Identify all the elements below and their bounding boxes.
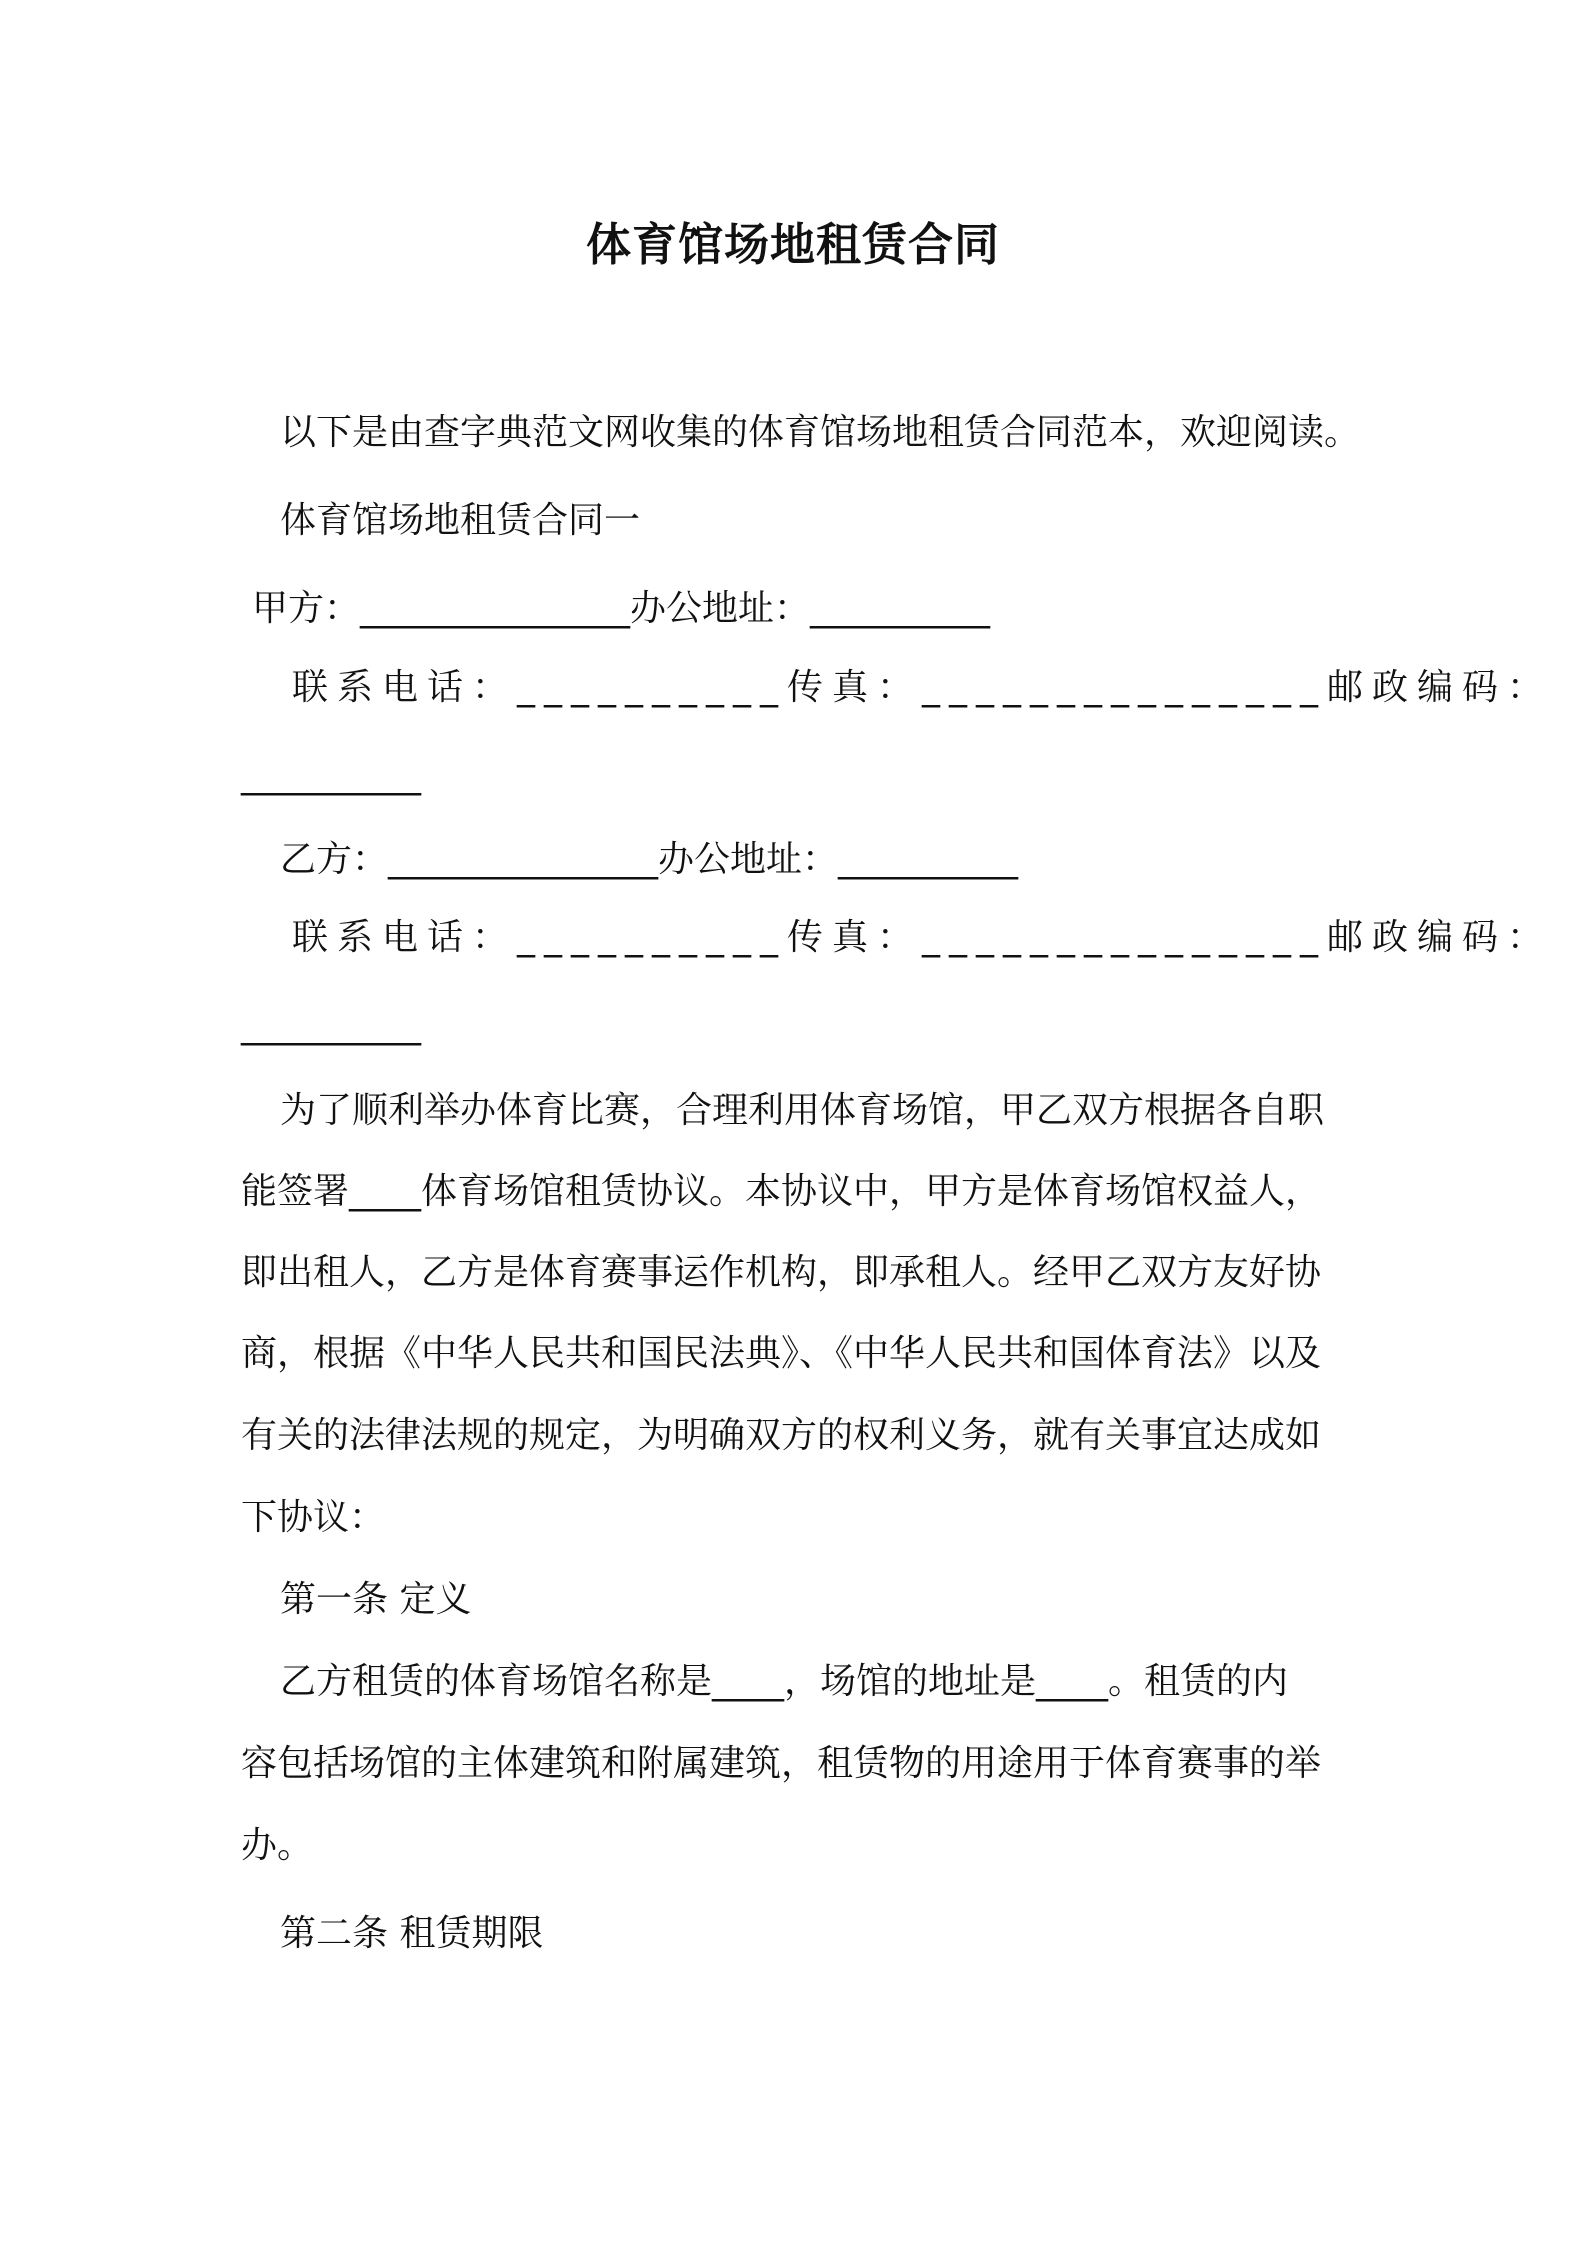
intro-line: 以下是由查字典范文网收集的体育馆场地租赁合同范本，欢迎阅读。 xyxy=(280,412,1361,453)
party-b-line: 乙方：_______________办公地址：__________ xyxy=(280,839,1019,880)
paragraph-line: 即出租人，乙方是体育赛事运作机构，即承租人。经甲乙双方友好协 xyxy=(241,1252,1322,1293)
paragraph-line: 下协议： xyxy=(241,1497,386,1538)
party-b-postcode-blank: __________ xyxy=(241,1005,421,1046)
document-title: 体育馆场地租赁合同 xyxy=(585,218,1000,271)
article-1-heading: 第一条 定义 xyxy=(280,1579,472,1620)
paragraph-line: 为了顺利举办体育比赛，合理利用体育场馆，甲乙双方根据各自职 xyxy=(280,1090,1325,1131)
paragraph-line: 有关的法律法规的规定，为明确双方的权利义务，就有关事宜达成如 xyxy=(241,1415,1322,1456)
article-1-line: 办。 xyxy=(241,1825,314,1866)
paragraph-line: 能签署____体育场馆租赁协议。本协议中，甲方是体育场馆权益人， xyxy=(241,1171,1322,1212)
party-b-contact-line: 联系电话：__________传真：_______________邮政编码： xyxy=(292,917,1553,958)
party-a-contact-line: 联系电话：__________传真：_______________邮政编码： xyxy=(292,667,1553,708)
article-1-line: 乙方租赁的体育场馆名称是____，场馆的地址是____。租赁的内 xyxy=(280,1661,1289,1702)
contract-subtitle: 体育馆场地租赁合同一 xyxy=(280,500,641,541)
article-2-heading: 第二条 租赁期限 xyxy=(280,1913,544,1954)
paragraph-line: 商，根据《中华人民共和国民法典》、《中华人民共和国体育法》以及 xyxy=(241,1333,1322,1374)
article-1-line: 容包括场馆的主体建筑和附属建筑，租赁物的用途用于体育赛事的举 xyxy=(241,1743,1322,1784)
party-a-line: 甲方：_______________办公地址：__________ xyxy=(252,588,991,629)
party-a-postcode-blank: __________ xyxy=(241,755,421,796)
